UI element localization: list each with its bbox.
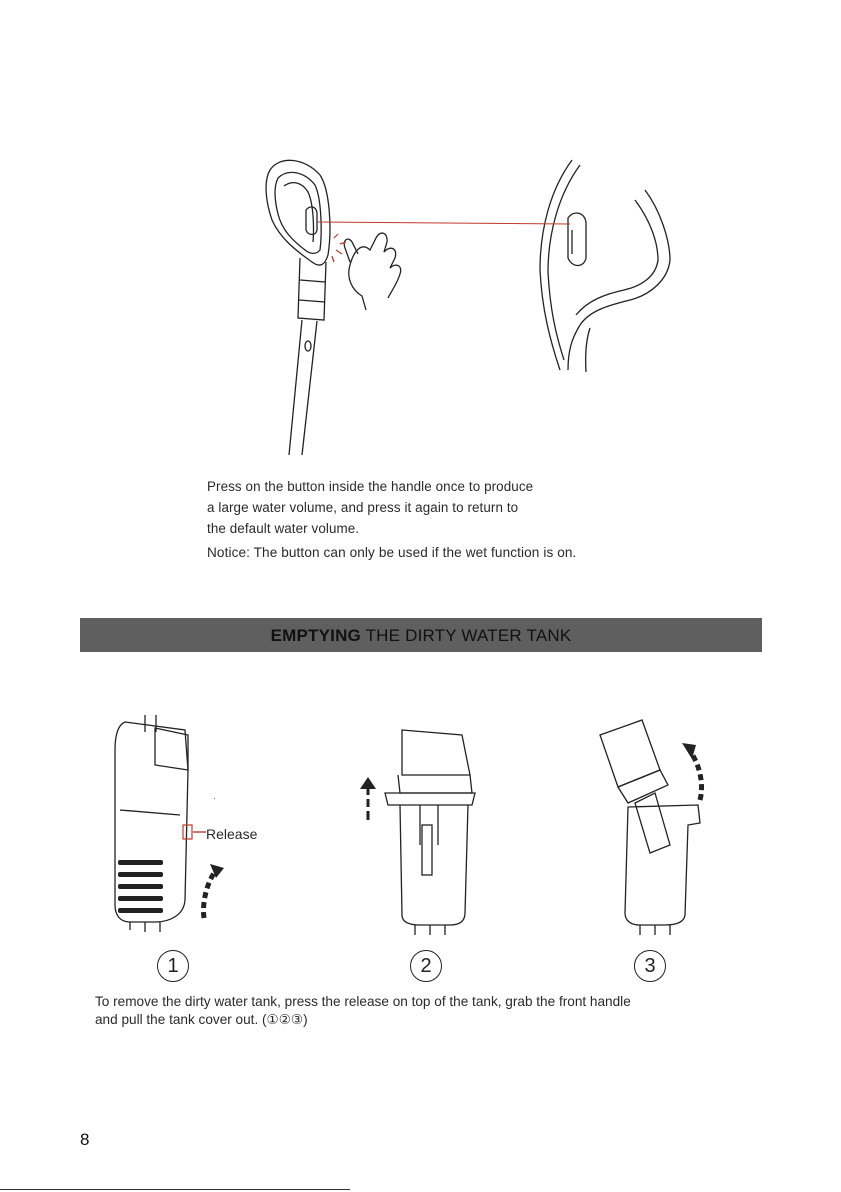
section-title-bold: EMPTYING xyxy=(270,626,361,645)
instruction-line-1: Press on the button inside the handle once to produce xyxy=(207,479,534,494)
step-number-1: 1 xyxy=(157,950,189,982)
tank-removal-caption xyxy=(95,993,775,1029)
instruction-line-2: a large water volume, and press it again to return to xyxy=(207,500,519,515)
step-3-illustration xyxy=(580,715,720,935)
section-title-rest: THE DIRTY WATER TANK xyxy=(360,626,572,645)
footer-rule xyxy=(0,1189,350,1190)
handle-instructions xyxy=(207,476,767,563)
notice-text: Notice: The button can only be used if the wet function is on. xyxy=(207,545,577,560)
caption-line-2: and pull the tank cover out. (①②③) xyxy=(95,1012,308,1027)
release-label: Release xyxy=(206,826,258,842)
step-2-illustration xyxy=(360,725,485,935)
section-banner xyxy=(80,618,762,652)
caption-line-1: To remove the dirty water tank, press the release on top of the tank, grab the front handle xyxy=(95,994,631,1009)
step-number-2: 2 xyxy=(410,950,442,982)
page-number: 8 xyxy=(80,1130,90,1149)
handle-button-illustration xyxy=(250,150,690,460)
step-1-lift-arrow xyxy=(196,860,226,920)
instruction-line-3: the default water volume. xyxy=(207,521,360,536)
step-number-3: 3 xyxy=(634,950,666,982)
